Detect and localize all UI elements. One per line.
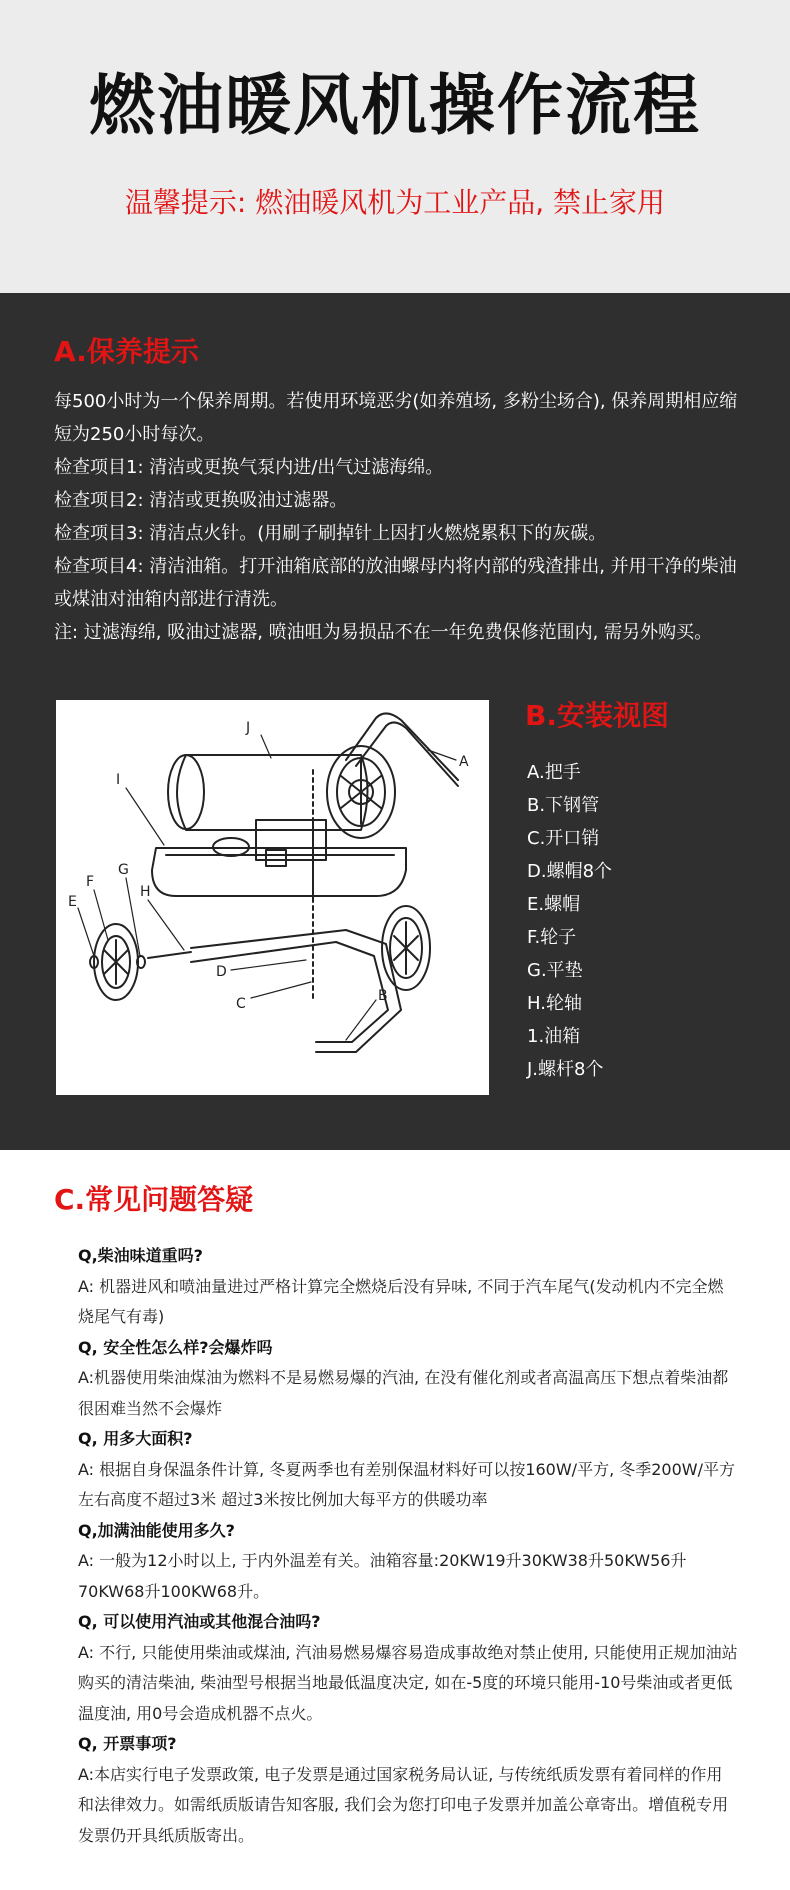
heater-assembly-diagram — [56, 700, 489, 1095]
header-section — [0, 0, 790, 293]
diagram-label-f: F — [86, 874, 95, 890]
maintenance-line: 注: 过滤海绵, 吸油过滤器, 喷油咀为易损品不在一年免费保修范围内, 需另外购买。 — [54, 622, 713, 643]
maintenance-heading: A.保养提示 — [54, 335, 199, 368]
install-heading: B.安装视图 — [525, 699, 669, 732]
maintenance-line: 检查项目2: 清洁或更换吸油过滤器。 — [54, 490, 348, 511]
maintenance-line: 检查项目4: 清洁油箱。打开油箱底部的放油螺母内将内部的残渣排出, 并用干净的柴油或煤油对油箱内部进行清洗。 — [54, 556, 737, 610]
faq-answer: A: 一般为12小时以上, 于内外温差有关。油箱容量:20KW19升30KW38升50KW56升70KW68升100KW68升。 — [78, 1551, 687, 1601]
maintenance-line: 检查项目1: 清洁或更换气泵内进/出气过滤海绵。 — [54, 457, 444, 478]
part-item: G.平垫 — [527, 960, 583, 981]
maintenance-body — [54, 385, 754, 649]
diagram-label-d: D — [216, 964, 227, 980]
faq-answer: A:机器使用柴油煤油为燃料不是易燃易爆的汽油, 在没有催化剂或者高温高压下想点着柴油都很困难当然不会爆炸 — [78, 1368, 729, 1418]
diagram-label-e: E — [68, 894, 77, 910]
diagram-label-i: I — [116, 772, 121, 788]
faq-answer: A: 不行, 只能使用柴油或煤油, 汽油易燃易爆容易造成事故绝对禁止使用, 只能使用正规加油站购买的清洁柴油, 柴油型号根据当地最低温度决定, 如在-5度的环境只能用-10号柴油或者更低温度油, 用0号会造成机器不点火。 — [78, 1642, 738, 1723]
page-title: 燃油暖风机操作流程 — [89, 67, 701, 144]
part-item: F.轮子 — [527, 927, 577, 948]
faq-answer: A:本店实行电子发票政策, 电子发票是通过国家税务局认证, 与传统纸质发票有着同样的作用和法律效力。如需纸质版请告知客服, 我们会为您打印电子发票并加盖公章寄出。增值税专用发票仍开具纸质版寄出。 — [78, 1764, 729, 1845]
faq-answer: A: 根据自身保温条件计算, 冬夏两季也有差别保温材料好可以按160W/平方, 冬季200W/平方左右高度不超过3米 超过3米按比例加大每平方的供暖功率 — [78, 1459, 735, 1509]
faq-question: Q,柴油味道重吗? — [78, 1246, 203, 1265]
part-item: A.把手 — [527, 762, 581, 783]
maintenance-line: 检查项目3: 清洁点火针。(用刷子刷掉针上因打火燃烧累积下的灰碳。 — [54, 523, 607, 544]
diagram-label-a: A — [459, 754, 469, 770]
faq-answer: A: 机器进风和喷油量进过严格计算完全燃烧后没有异味, 不同于汽车尾气(发动机内不完全燃烧尾气有毒) — [78, 1276, 724, 1326]
part-item: E.螺帽 — [527, 894, 581, 915]
parts-list — [527, 756, 612, 1086]
faq-list — [78, 1241, 738, 1851]
part-item: C.开口销 — [527, 828, 600, 849]
faq-question: Q,加满油能使用多久? — [78, 1520, 235, 1540]
faq-question: Q, 用多大面积? — [78, 1429, 193, 1448]
part-item: D.螺帽8个 — [527, 861, 613, 882]
diagram-label-h: H — [140, 884, 151, 900]
part-item: 1.油箱 — [527, 1026, 581, 1047]
assembly-drawing — [56, 700, 489, 1095]
part-item: H.轮轴 — [527, 993, 582, 1014]
faq-question: Q, 安全性怎么样?会爆炸吗 — [78, 1337, 273, 1357]
maintenance-line: 每500小时为一个保养周期。若使用环境恶劣(如养殖场, 多粉尘场合), 保养周期相应缩短为250小时每次。 — [54, 391, 738, 445]
diagram-label-g: G — [118, 862, 129, 878]
diagram-label-j: J — [246, 720, 251, 736]
warning-notice: 温馨提示: 燃油暖风机为工业产品, 禁止家用 — [124, 186, 666, 219]
faq-question: Q, 开票事项? — [78, 1734, 177, 1753]
faq-question: Q, 可以使用汽油或其他混合油吗? — [78, 1612, 321, 1631]
part-item: B.下钢管 — [527, 795, 600, 816]
faq-heading: C.常见问题答疑 — [54, 1183, 254, 1216]
diagram-label-c: C — [236, 996, 246, 1012]
part-item: J.螺杆8个 — [527, 1059, 604, 1080]
diagram-label-b: B — [378, 988, 388, 1004]
